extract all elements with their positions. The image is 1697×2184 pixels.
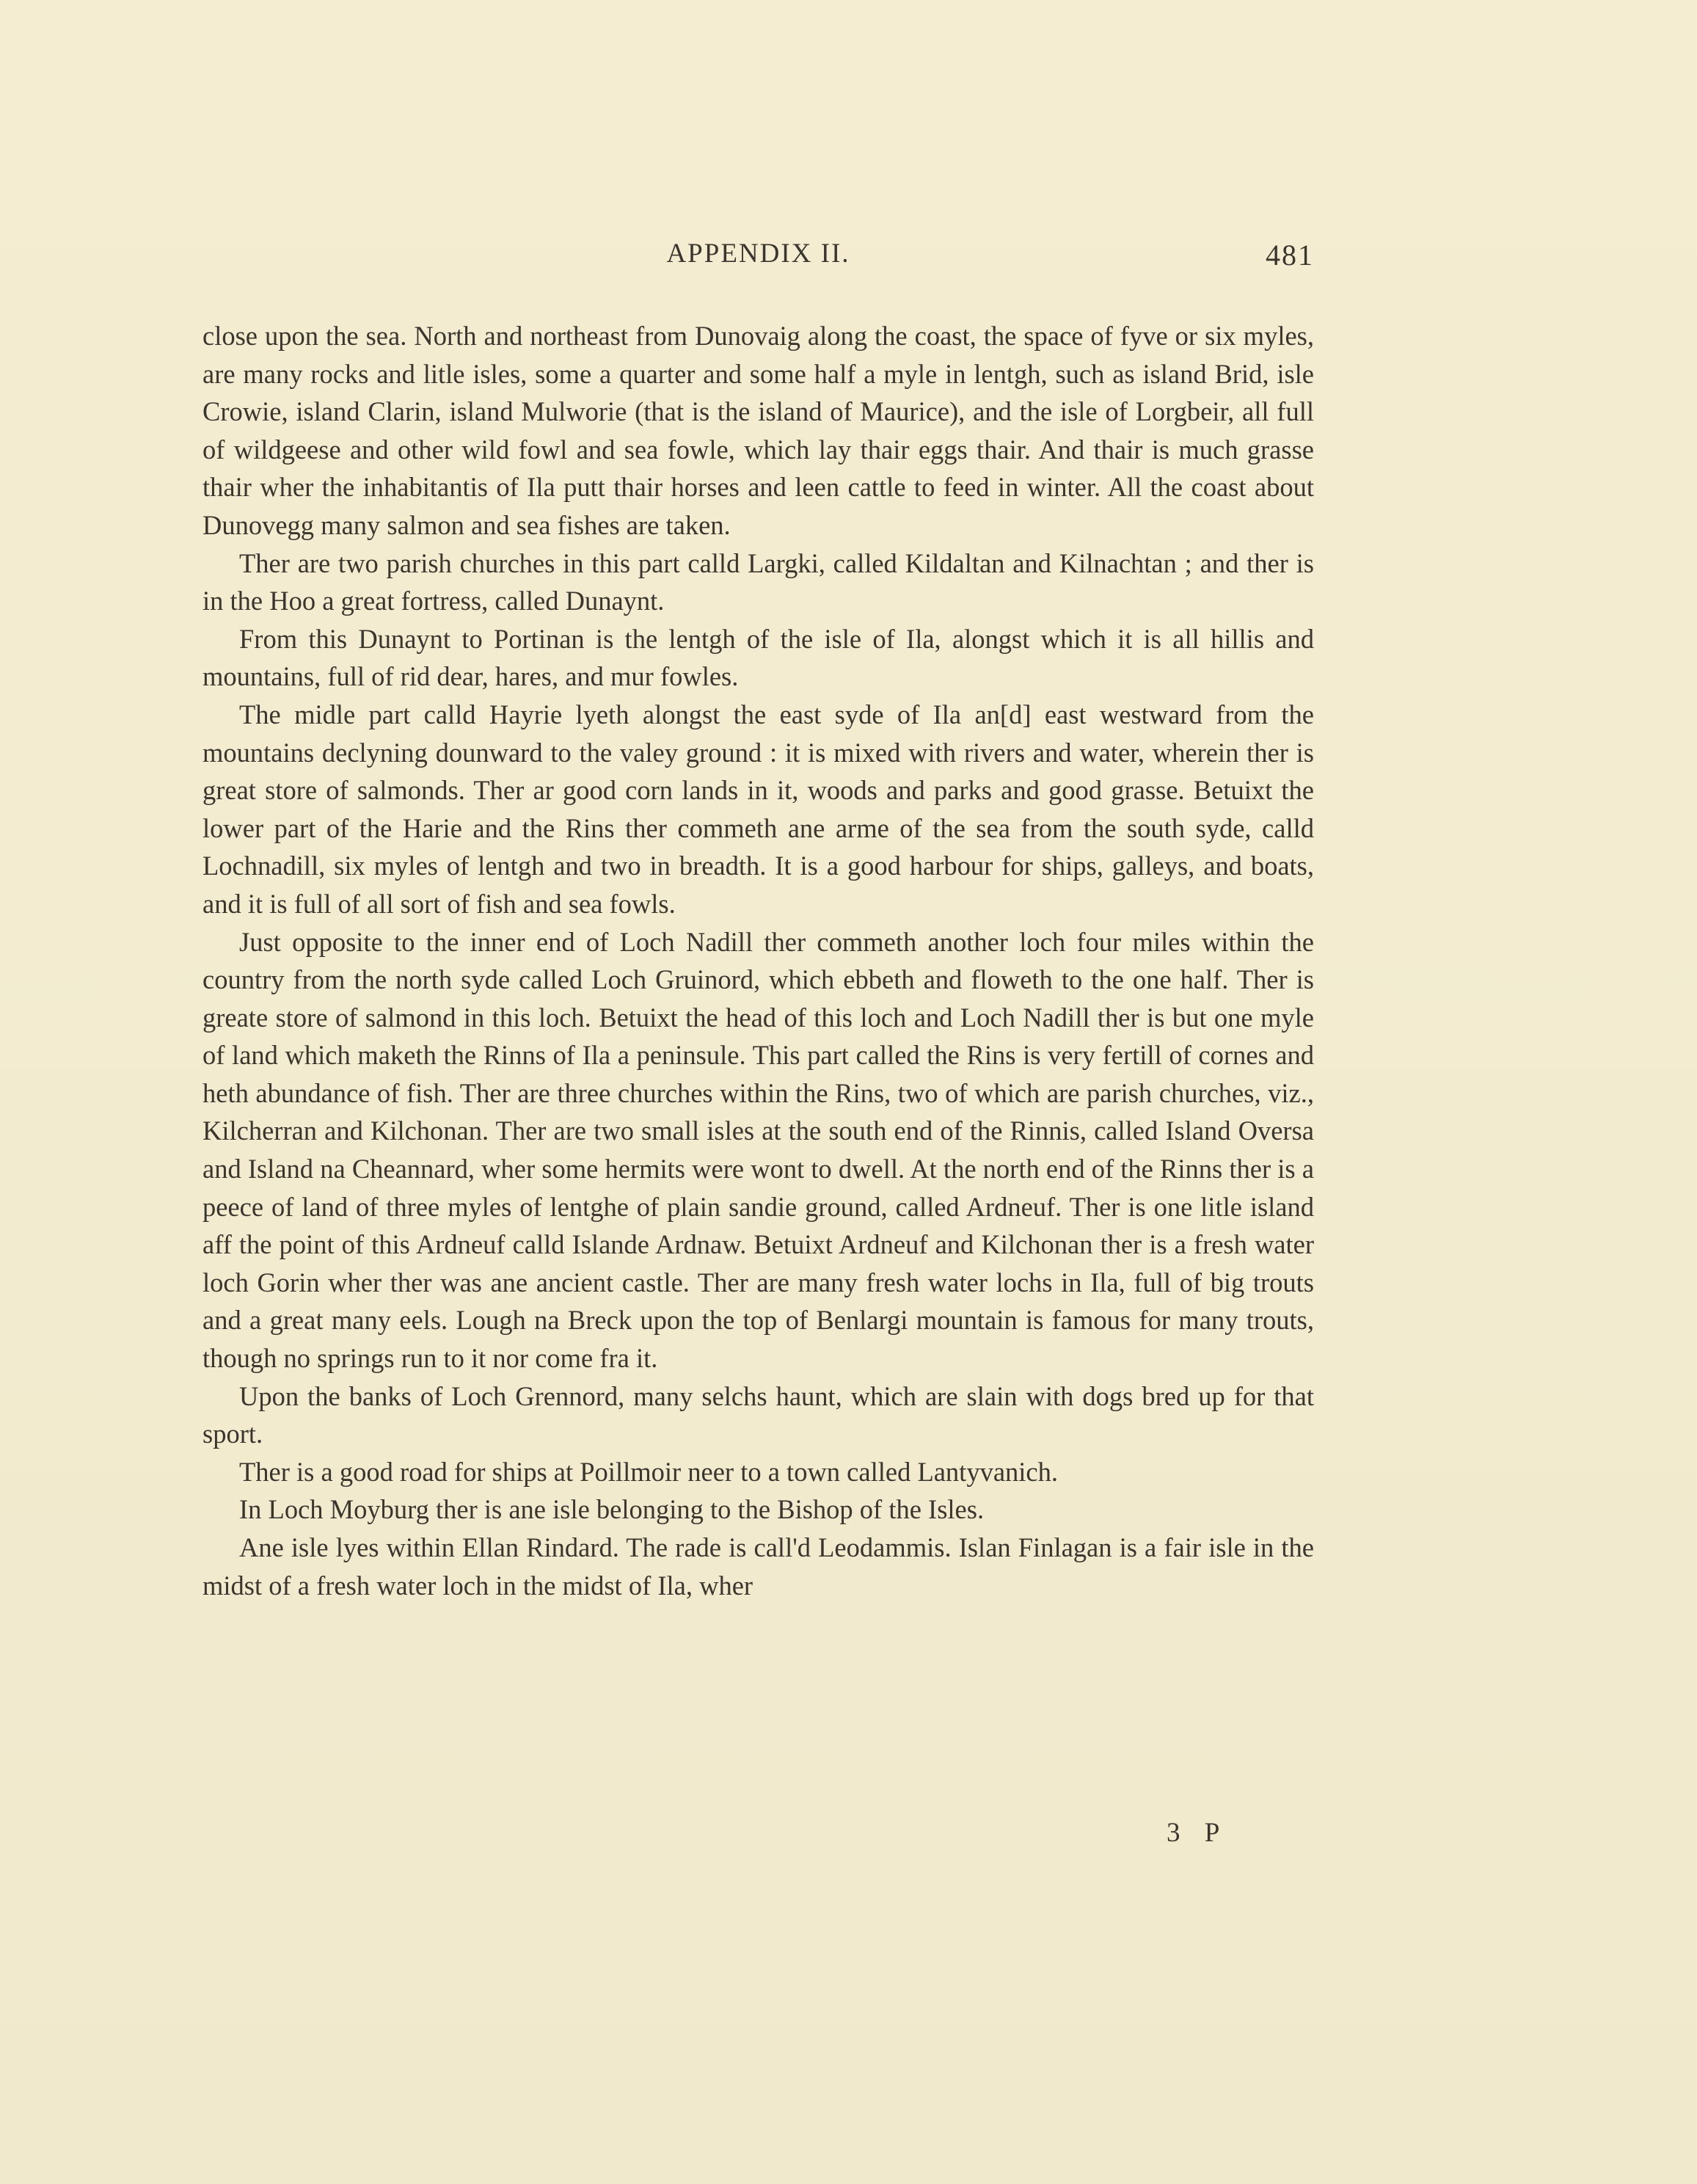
page-number: 481 [1266, 239, 1314, 272]
running-head [202, 233, 1314, 277]
paragraph-7: Ther is a good road for ships at Poillmoir neer to a town called Lantyvanich. [239, 1456, 1058, 1487]
signature-mark: 3 P [1167, 1818, 1229, 1848]
body-text [202, 317, 1314, 1604]
paragraph-9: Ane isle lyes within Ellan Rindard. The rade is call'd Leodammis. Islan Finlagan is a fair isle in the midst of a fresh water loch in the midst of Ila, wher [202, 1532, 1314, 1601]
running-title: APPENDIX II. [666, 239, 850, 269]
paragraph-6: Upon the banks of Loch Grennord, many selchs haunt, which are slain with dogs bred up for that sport. [202, 1380, 1314, 1449]
paragraph-3: From this Dunaynt to Portinan is the lentgh of the isle of Ila, alongst which it is all hillis and mountains, full of rid dear, hares, and mur fowles. [202, 623, 1314, 692]
paragraph-2: Ther are two parish churches in this part calld Largki, called Kildaltan and Kilnachtan ; and ther is in the Hoo a great fortress, called Dunaynt. [202, 547, 1314, 616]
paragraph-4: The midle part calld Hayrie lyeth alongst the east syde of Ila an[d] east westward from the mountains declyning dounward to the valey ground : it is mixed with rivers and water, wherein ther is great store of salmonds. Ther ar good corn lands in it, woods and parks and good grasse. Betuixt the lower part of the Harie and the Rins ther commeth ane arme of the sea from the south syde, calld Lochnadill, six myles of lentgh and two in breadth. It is a good harbour for ships, galleys, and boats, and it is full of all sort of fish and sea fowls. [202, 699, 1314, 919]
paragraph-8: In Loch Moyburg ther is ane isle belonging to the Bishop of the Isles. [239, 1494, 985, 1525]
paragraph-5: Just opposite to the inner end of Loch Nadill ther commeth another loch four miles within the country from the north syde called Loch Gruinord, which ebbeth and floweth to the one half. Ther is greate store of salmond in this loch. Betuixt the head of this loch and Loch Nadill ther is but one myle of land which maketh the Rinns of Ila a peninsule. This part called the Rins is very fertill of cornes and heth abundance of fish. Ther are three churches within the Rins, two of which are parish churches, viz., Kilcherran and Kilchonan. Ther are two small isles at the south end of the Rinnis, called Island Oversa and Island na Cheannard, wher some hermits were wont to dwell. At the north end of the Rinns ther is a peece of land of three myles of lentghe of plain sandie ground, called Ardneuf. Ther is one litle island aff the point of this Ardneuf calld Islande Ardnaw. Betuixt Ardneuf and Kilchonan ther is a fresh water loch Gorin wher ther was ane ancient castle. Ther are many fresh water lochs in Ila, full of big trouts and a great many eels. Lough na Breck upon the top of Benlargi mountain is famous for many trouts, though no springs run to it nor come fra it. [202, 926, 1314, 1374]
paragraph-1: close upon the sea. North and northeast from Dunovaig along the coast, the space of fyve or six myles, are many rocks and litle isles, some a quarter and some half a myle in lentgh, such as island Brid, isle Crowie, island Clarin, island Mulworie (that is the island of Maurice), and the isle of Lorgbeir, all full of wildgeese and other wild fowl and sea fowle, which lay thair eggs thair. And thair is much grasse thair wher the inhabitantis of Ila putt thair horses and leen cattle to feed in winter. All the coast about Dunovegg many salmon and sea fishes are taken. [202, 321, 1314, 540]
